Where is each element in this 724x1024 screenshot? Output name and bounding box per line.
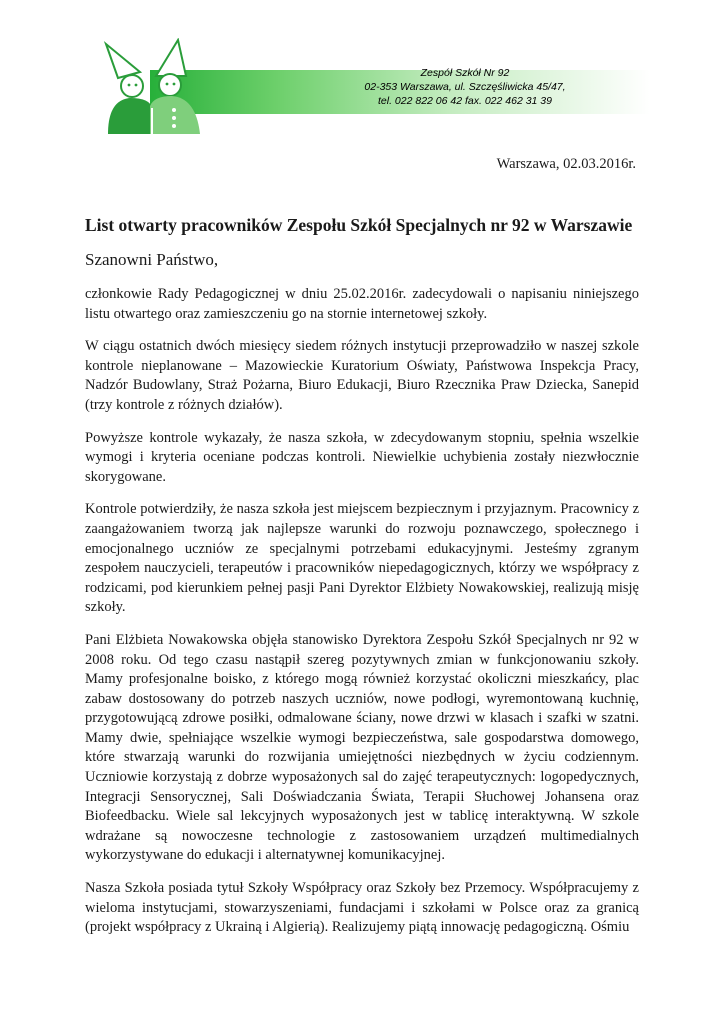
school-name: Zespół Szkół Nr 92 <box>420 67 510 79</box>
school-contact-block <box>300 66 630 108</box>
letter-date: Warszawa, 02.03.2016r. <box>496 156 636 172</box>
paragraph: Pani Elżbieta Nowakowska objęła stanowisko Dyrektora Zespołu Szkół Specjalnych nr 92 w 2008 roku. Od tego czasu nastąpił szereg pozytywnych zmian w funkcjonowaniu szkoły. Mamy profesjonalne boisko, z którego mogą również korzystać okoliczni mieszkańcy, plac zabaw dostosowany do potrzeb naszych uczniów, nowe podłogi, wyremontowaną kuchnię, przygotowującą zdrowe posiłki, odmalowane ściany, nowe drzwi w klasach i szafki w szatni. Mamy dwie, spełniające wszelkie wymogi bezpieczeństwa, sale gospodarstwa domowego, które stwarzają warunki do rozwijania umiejętności niezbędnych w życiu codziennym. Uczniowie korzystają z dobrze wyposażonych sal do zajęć terapeutycznych: logopedycznych, Integracji Sensorycznej, Sali Doświadczania Świata, Terapii Słuchowej Johansena oraz Biofeedbacku. Wiele sal lekcyjnych wyposażonych jest w tablicę interaktywną. W szkole wdrażane są nowoczesne technologie z zastosowaniem urządzeń multimedialnych wykorzystywane do edukacji i alternatywnej komunikacyjnej. <box>85 631 639 864</box>
school-gnomes-logo-icon <box>100 38 208 138</box>
paragraph: Powyższe kontrole wykazały, że nasza szkoła, w zdecydowanym stopniu, spełnia wszelkie wymogi i kryteria oceniane podczas kontroli. Niewielkie uchybienia zostały niezwłocznie skorygowane. <box>85 429 639 485</box>
paragraph: W ciągu ostatnich dwóch miesięcy siedem różnych instytucji przeprowadziło w naszej szkole kontrole nieplanowane – Mazowieckie Kuratorium Oświaty, Państwowa Inspekcja Pracy, Nadzór Budowlany, Straż Pożarna, Biuro Edukacji, Biuro Rzecznika Praw Dziecka, Sanepid (trzy kontrole z różnych działów). <box>85 338 639 413</box>
paragraph: Nasza Szkoła posiada tytuł Szkoły Współpracy oraz Szkoły bez Przemocy. Współpracujemy z wieloma instytucjami, stowarzyszeniami, fundacjami i szkołami w Polsce oraz za granicą (projekt współpracy z Ukrainą i Algierią). Realizujemy piątą innowację pedagogiczną. Ośmiu <box>85 880 639 936</box>
salutation: Szanowni Państwo, <box>85 250 219 269</box>
letter-body <box>85 285 639 951</box>
paragraph: członkowie Rady Pedagogicznej w dniu 25.02.2016r. zadecydowali o napisaniu niniejszego listu otwartego oraz zamieszczeniu go na stornie internetowej szkoły. <box>85 286 639 322</box>
school-phone-fax: tel. 022 822 06 42 fax. 022 462 31 39 <box>378 95 552 107</box>
school-address: 02-353 Warszawa, ul. Szczęśliwicka 45/47, <box>364 81 566 93</box>
letter-title: List otwarty pracowników Zespołu Szkół Specjalnych nr 92 w Warszawie <box>85 215 633 235</box>
paragraph: Kontrole potwierdziły, że nasza szkoła jest miejscem bezpiecznym i przyjaznym. Pracownicy z zaangażowaniem tworzą jak najlepsze warunki do rozwoju poznawczego, społecznego i emocjonalnego uczniów ze specjalnymi potrzebami edukacyjnymi. Jesteśmy zgranym zespołem nauczycieli, terapeutów i pracowników niepedagogicznych, którzy we współpracy z rodzicami, pod kierunkiem pełnej pasji Pani Dyrektor Elżbiety Nowakowskiej, realizują misję szkoły. <box>85 501 639 616</box>
